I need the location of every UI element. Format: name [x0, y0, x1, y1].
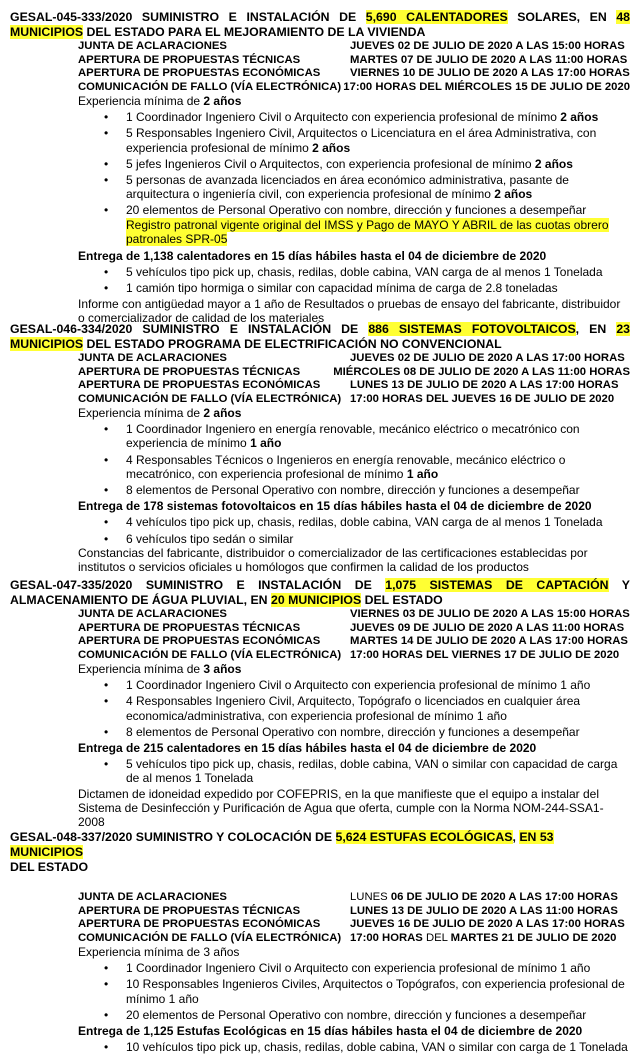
list-item: • 20 elementos de Personal Operativo con nombre, dirección y funciones a desempeñar	[78, 1008, 630, 1022]
note-text: Dictamen de idoneidad expedido por COFEPRIS, en la que manifieste que el equipo a instalar del Sistema de Desinfección y Purificación de Agua que oferta, cumple con la Norma NOM-244-SSA1-2008	[78, 786, 604, 830]
list-item: • 1 Coordinador Ingeniero Civil o Arquitecto con experiencia profesional de mínimo 2 años	[78, 110, 630, 124]
list-item: • 10 Responsables Ingenieros Civiles, Arquitectos o Topógrafos, con experiencia profesional de mínimo 1 año	[78, 977, 630, 1005]
schedule-row: APERTURA DE PROPUESTAS TÉCNICAS MARTES 07 DE JULIO DE 2020 A LAS 11:00 HORAS	[78, 53, 628, 66]
tender-title: GESAL-045-333/2020 SUMINISTRO E INSTALACIÓN DE 5,690 CALENTADORES SOLARES, EN 48 MUNICIPIOS DEL ESTADO PARA EL MEJORAMIENTO DE LA VIVIENDA	[10, 10, 630, 39]
list-item: • 4 vehículos tipo pick up, chasis, redilas, doble cabina, VAN carga de al menos 1 Tonelada	[78, 515, 630, 529]
list-item: • 10 vehículos tipo pick up, chasis, redilas, doble cabina, VAN o similar con carga de 1 Tonelada	[78, 1040, 630, 1054]
schedule-row: APERTURA DE PROPUESTAS ECONÓMICAS JUEVES 16 DE JULIO DE 2020 A LAS 17:00 HORAS	[78, 918, 625, 930]
schedule-row: APERTURA DE PROPUESTAS TÉCNICAS LUNES 13 DE JULIO DE 2020 A LAS 11:00 HORAS	[78, 904, 618, 917]
list-item: • 5 vehículos tipo pick up, chasis, redilas, doble cabina, VAN carga de al menos 1 Tonelada	[78, 265, 630, 279]
list-item: • 5 Responsables Ingeniero Civil, Arquitectos o Licenciatura en el área Administrativa, con experiencia profesional de mínimo 2 años	[78, 126, 630, 154]
list-item: • 5 personas de avanzada licenciados en área económico administrativa, pasante de arquitectura o ingeniería civil, con experiencia profesional de mínimo 2 años	[78, 173, 630, 201]
note-text: Informe con antigüedad mayor a 1 año de Resultados o pruebas de ensayo del fabricante, distribuidor o comercializador de calidad de los materiales	[78, 296, 621, 325]
schedule-row: JUNTA DE ACLARACIONES JUEVES 02 DE JULIO DE 2020 A LAS 15:00 HORAS	[78, 40, 625, 52]
list-item: • 1 camión tipo hormiga o similar con capacidad mínima de carga de 2.8 toneladas	[78, 281, 630, 295]
delivery-heading: Entrega de 1,125 Estufas Ecológicas en 15 días hábiles hasta el 04 de diciembre de 2020	[78, 1024, 583, 1039]
tender-section-045	[10, 10, 630, 325]
tender-title: GESAL-047-335/2020 SUMINISTRO E INSTALACIÓN DE 1,075 SISTEMAS DE CAPTACIÓN Y ALMACENAMIENTO DE ÁGUA PLUVIAL, EN 20 MUNICIPIOS DEL ESTADO	[10, 578, 630, 607]
schedule-row: APERTURA DE PROPUESTAS TÉCNICAS JUEVES 09 DE JULIO DE 2020 A LAS 11:00 HORAS	[78, 621, 625, 634]
schedule-row: APERTURA DE PROPUESTAS ECONÓMICAS MARTES 14 DE JULIO DE 2020 A LAS 17:00 HORAS	[78, 635, 628, 647]
list-item: • 1 Coordinador Ingeniero Civil o Arquitecto con experiencia profesional de mínimo 1 año	[78, 678, 630, 692]
schedule-row: JUNTA DE ACLARACIONES VIERNES 03 DE JULIO DE 2020 A LAS 15:00 HORAS	[78, 608, 630, 620]
schedule-table	[78, 352, 630, 406]
delivery-heading: Entrega de 215 calentadores en 15 días hábiles hasta el 04 de diciembre de 2020	[78, 741, 537, 756]
list-item: • 8 elementos de Personal Operativo con nombre, dirección y funciones a desempeñar	[78, 483, 630, 497]
tender-section-047	[10, 578, 630, 829]
list-item: • 4 Responsables Ingeniero Civil, Arquitecto, Topógrafo o licenciados en cualquier área economica/administrativa, con experiencia profesional de mínimo 1 año	[78, 694, 630, 722]
schedule-row: COMUNICACIÓN DE FALLO (VÍA ELECTRÓNICA) 17:00 HORAS DEL VIERNES 17 DE JULIO DE 2020	[78, 648, 620, 661]
schedule-row: JUNTA DE ACLARACIONES JUEVES 02 DE JULIO DE 2020 A LAS 17:00 HORAS	[78, 352, 625, 364]
schedule-row: APERTURA DE PROPUESTAS ECONÓMICAS VIERNES 10 DE JULIO DE 2020 A LAS 17:00 HORAS	[78, 67, 630, 79]
schedule-row: COMUNICACIÓN DE FALLO (VÍA ELECTRÓNICA) 17:00 HORAS DEL JUEVES 16 DE JULIO DE 2020	[78, 392, 615, 405]
list-item: • 8 elementos de Personal Operativo con nombre, dirección y funciones a desempeñar	[78, 725, 630, 739]
schedule-table	[78, 891, 630, 945]
delivery-heading: Entrega de 178 sistemas fotovoltaicos en 15 días hábiles hasta el 04 de diciembre de 2020	[78, 499, 592, 514]
list-item: • 5 vehículos tipo pick up, chasis, redilas, doble cabina, VAN o similar con capacidad de carga de al menos 1 Tonelada	[78, 757, 630, 785]
list-item: • 1 Coordinador Ingeniero en energía renovable, mecánico eléctrico o mecatrónico con experiencia de mínimo 1 año	[78, 422, 630, 450]
experience-heading: Experiencia mínima de 2 años	[78, 406, 242, 420]
list-item: • 6 vehículos tipo sedán o similar	[78, 532, 630, 546]
tender-title: GESAL-048-337/2020 SUMINISTRO Y COLOCACIÓN DE 5,624 ESTUFAS ECOLÓGICAS, EN 53 MUNICIPIOS DEL ESTADO	[10, 830, 554, 874]
tender-section-048	[10, 830, 630, 1054]
list-item: • 4 Responsables Técnicos o Ingenieros en energía renovable, mecánico eléctrico o mecatrónico, con experiencia profesional de mínimo 1 año	[78, 453, 630, 481]
list-item: • 20 elementos de Personal Operativo con nombre, dirección y funciones a desempeñar Registro patronal vigente original del IMSS y Pago de MAYO Y ABRIL de las cuotas obrero patronales SPR-05	[78, 203, 630, 246]
experience-heading: Experiencia mínima de 3 años	[78, 662, 242, 676]
schedule-row: JUNTA DE ACLARACIONES LUNES 06 DE JULIO DE 2020 A LAS 17:00 HORAS	[78, 891, 618, 903]
requirements-body	[78, 94, 630, 325]
schedule-row: COMUNICACIÓN DE FALLO (VÍA ELECTRÓNICA) 17:00 HORAS DEL MARTES 21 DE JULIO DE 2020	[78, 931, 617, 944]
experience-heading: Experiencia mínima de 2 años	[78, 94, 242, 108]
tender-section-046	[10, 322, 630, 574]
schedule-row: COMUNICACIÓN DE FALLO (VÍA ELECTRÓNICA) 17:00 HORAS DEL MIÉRCOLES 15 DE JULIO DE 2020	[78, 80, 630, 93]
requirements-body	[78, 945, 630, 1054]
list-item: • 1 Coordinador Ingeniero Civil o Arquitecto con experiencia profesional de mínimo 1 año	[78, 961, 630, 975]
schedule-table	[78, 40, 630, 94]
requirements-body	[78, 406, 630, 546]
tender-title: GESAL-046-334/2020 SUMINISTRO E INSTALACIÓN DE 886 SISTEMAS FOTOVOLTAICOS, EN 23 MUNICIPIOS DEL ESTADO PROGRAMA DE ELECTRIFICACIÓN NO CONVENCIONAL	[10, 322, 631, 351]
schedule-row: APERTURA DE PROPUESTAS ECONÓMICAS LUNES 13 DE JULIO DE 2020 A LAS 17:00 HORAS	[78, 379, 619, 391]
experience-heading: Experiencia mínima de 3 años	[78, 945, 240, 959]
requirements-body	[78, 662, 630, 829]
schedule-row: APERTURA DE PROPUESTAS TÉCNICAS MIÉRCOLES 08 DE JULIO DE 2020 A LAS 11:00 HORAS	[78, 365, 630, 378]
delivery-heading: Entrega de 1,138 calentadores en 15 días hábiles hasta el 04 de diciembre de 2020	[78, 249, 547, 264]
note-text: Constancias del fabricante, distribuidor o comercializador de las certificaciones establecidas por institutos o servicios oficiales u homólogos que confirmen la calidad de los productos	[78, 545, 588, 575]
schedule-table	[78, 608, 630, 662]
list-item: • 5 jefes Ingenieros Civil o Arquitectos, con experiencia profesional de mínimo 2 años	[78, 157, 630, 171]
